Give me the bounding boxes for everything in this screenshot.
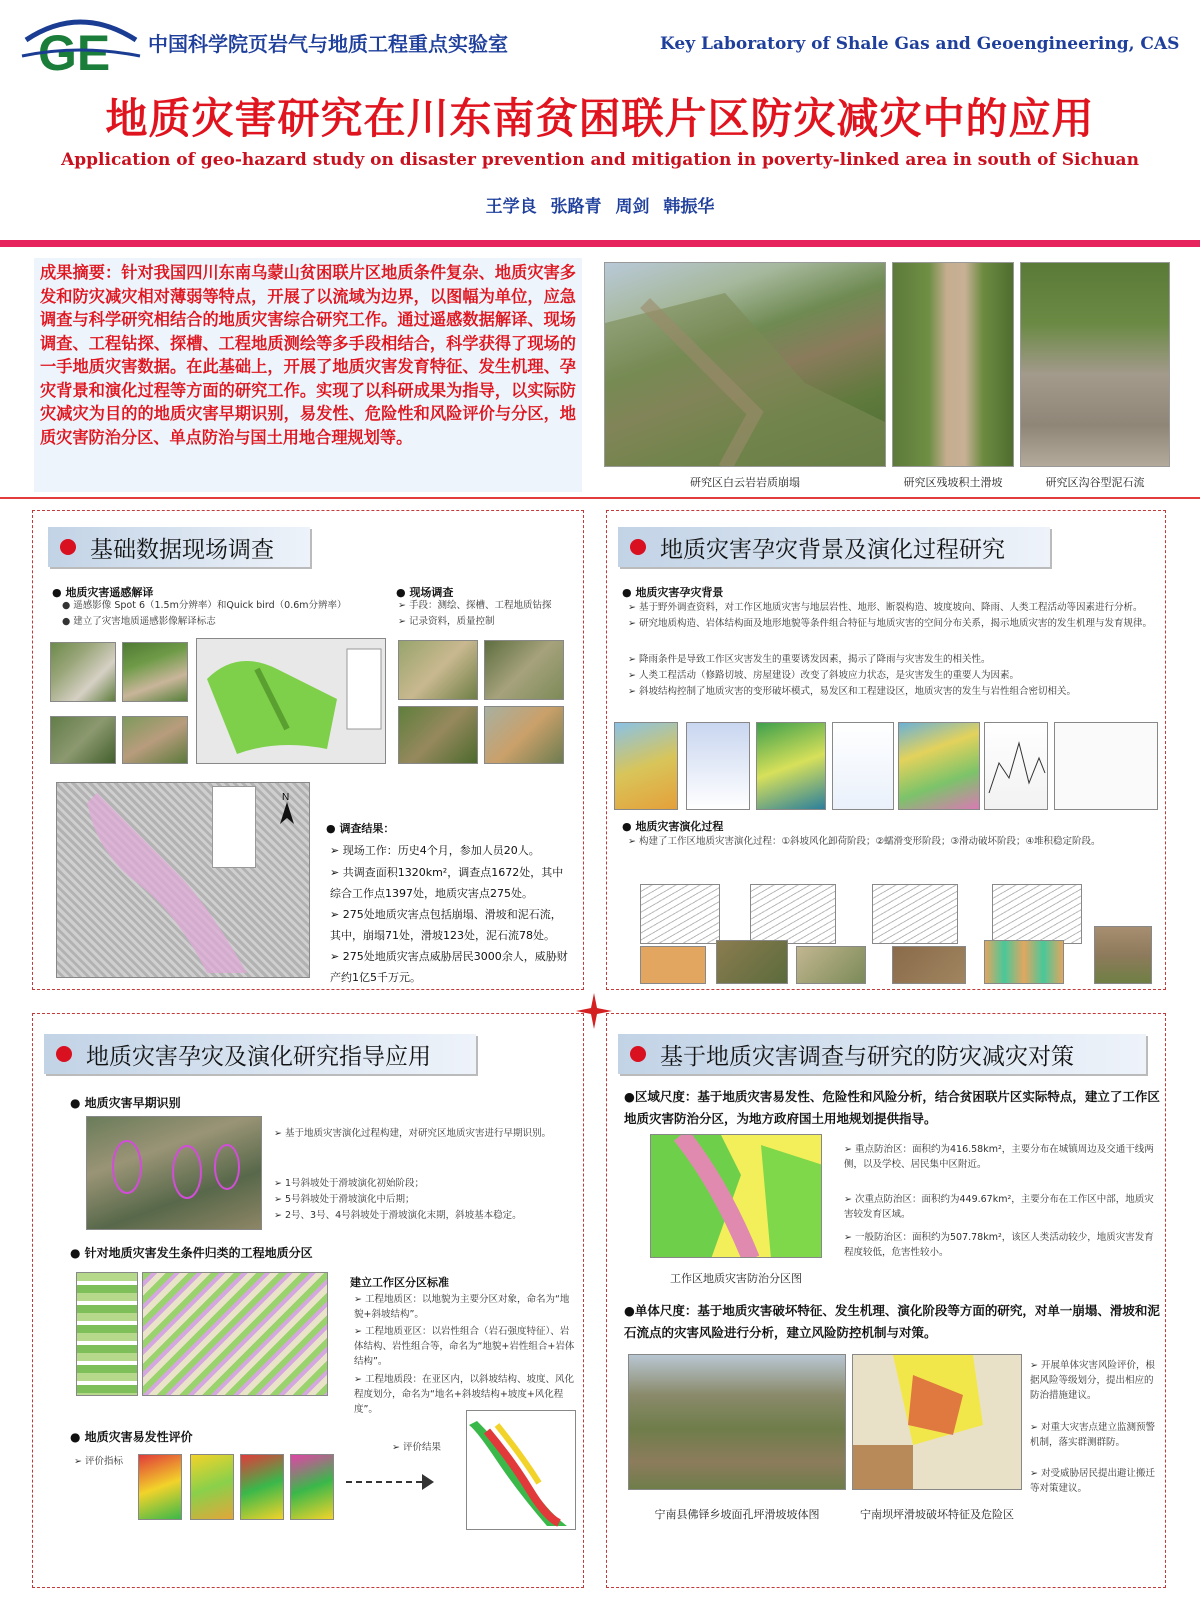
evolution-photo-6 [1094, 926, 1152, 984]
poster-title-cn: 地质灾害研究在川东南贫困联片区防灾减灾中的应用 [105, 94, 1095, 143]
bg-line-2: ➢ 研究地质构造、岩体结构面及地形地貌等条件组合特征与地质灾害的空间分布关系，揭示地质灾害的发生机理与发育规律。 [628, 618, 1152, 629]
regional-line-1: ➢ 重点防治区：面积约为416.58km²，主要分布在城镇周边及交通干线两侧，以及学校、居民集中区附近。 [844, 1144, 1154, 1170]
evolution-photo-4 [892, 946, 966, 984]
early-identification-heading: ● 地质灾害早期识别 [70, 1096, 181, 1110]
arrow-right-icon [344, 1472, 436, 1492]
evolution-stage-4 [992, 884, 1082, 944]
field-survey-heading: ● 现场调查 [396, 586, 454, 599]
landslide-hazard-map [852, 1354, 1022, 1490]
single-line-3: ➢ 对受威胁居民提出避让搬迁等对策建议。 [1030, 1468, 1155, 1494]
result-2: ➢ 共调查面积1320km²，调查点1672处，其中综合工作点1397处，地质灾害点275处。 [330, 866, 564, 900]
results-heading: ● 调查结果： [326, 822, 395, 835]
ge-logo [18, 10, 142, 74]
analysis-figure-1 [614, 722, 678, 810]
landslide-site-photo [628, 1354, 846, 1490]
evolution-photo-1 [640, 946, 706, 984]
remote-line-1: ● 遥感影像 Spot 6（1.5m分辨率）和Quick bird（0.6m分辨率） [62, 600, 347, 611]
regional-line-3: ➢ 一般防治区：面积约为507.78km²，该区人类活动较少，地质灾害发育程度较低，危害性较小。 [844, 1232, 1154, 1258]
hazard-map-caption: 宁南坝坪滑坡破坏特征及危险区 [860, 1508, 1014, 1521]
remote-image-1 [50, 642, 116, 702]
factor-map-4 [290, 1454, 334, 1520]
field-photo-2 [484, 640, 564, 700]
zone-line-3: ➢ 工程地质段：在亚区内，以斜坡结构、坡度、风化程度划分，命名为“地名+斜坡结构+坡度+风化程度”。 [354, 1374, 574, 1415]
analysis-figure-6 [984, 722, 1048, 810]
bg-line-4: ➢ 人类工程活动（修路切坡、房屋建设）改变了斜坡应力状态，是灾害发生的重要人为因素。 [628, 670, 1019, 681]
abstract: 成果摘要：针对我国四川东南乌蒙山贫困联片区地质条件复杂、地质灾害多发和防灾减灾相对薄弱等特点，开展了以流域为边界，以图幅为单位，应急调查与科学研究相结合的地质灾害综合研究工作。通过遥感数据解译、现场调查、工程钻探、探槽、工程地质测绘等多手段相结合，科学获得了现场的一手地质灾害数据。在此基础上，开展了地质灾害发育特征、发生机理、孕灾背景和演化过程等方面的研究工作。实现了以科研成果为指导，以实际防灾减灾为目的的地质灾害早期识别，易发性、危险性和风险评价与分区，地质灾害防治分区、单点防治与国土用地合理规划等。 [34, 258, 582, 492]
evolution-stage-2 [750, 884, 836, 944]
regional-line-2: ➢ 次重点防治区：面积约为449.67km²，主要分布在工作区中部，地质灾害较发育区域。 [844, 1194, 1154, 1220]
remote-image-2 [122, 642, 188, 702]
evolution-stage-3 [872, 884, 958, 944]
bullet-icon [56, 1046, 72, 1062]
result-4: ➢ 275处地质灾害点威胁居民3000余人，威胁财产约1亿5千万元。 [330, 950, 568, 984]
caption-debris-flow: 研究区沟谷型泥石流 [1045, 476, 1145, 489]
bullet-icon [630, 539, 646, 555]
bg-line-5: ➢ 斜坡结构控制了地质灾害的变形破坏模式，易发区和工程建设区，地质灾害的发生与岩性组合密切相关。 [628, 686, 1076, 697]
caption-rockfall: 研究区白云岩岩质崩塌 [690, 476, 800, 489]
zone-line-2: ➢ 工程地质亚区：以岩性组合（岩石强度特征）、岩体结构、岩性组合等，命名为“地貌+岩性组合+岩体结构”。 [354, 1326, 575, 1367]
survey-area-map [56, 782, 310, 978]
analysis-figure-7 [1054, 722, 1158, 810]
background-heading: ● 地质灾害孕灾背景 [622, 586, 724, 599]
field-line-1: ➢ 手段：测绘、探槽、工程地质钻探 [398, 600, 552, 611]
field-photo-4 [484, 706, 564, 764]
result-3: ➢ 275处地质灾害点包括崩塌、滑坡和泥石流，其中，崩塌71处，滑坡123处，泥石流78处。 [330, 908, 562, 942]
lab-name-en: Key Laboratory of Shale Gas and Geoengineering, CAS [660, 34, 1180, 54]
single-line-2: ➢ 对重大灾害点建立监测预警机制，落实群测群防。 [1030, 1422, 1155, 1448]
analysis-figure-3 [756, 722, 826, 810]
bg-line-1: ➢ 基于野外调查资料，对工作区地质灾害与地层岩性、地形、断裂构造、坡度坡向、降雨、人类工程活动等因素进行分析。 [628, 602, 1143, 613]
result-1: ➢ 现场工作：历史4个月，参加人员20人。 [330, 844, 540, 857]
remote-image-3 [50, 716, 116, 764]
panel-field-survey-title: 基础数据现场调查 [48, 527, 310, 567]
zoning-map-caption: 工作区地质灾害防治分区图 [670, 1272, 802, 1285]
north-arrow-icon [276, 790, 298, 826]
evolution-text: ➢ 构建了工作区地质灾害演化过程：①斜坡风化卸荷阶段；②蠕滑变形阶段；③滑动破坏阶段；④堆积稳定阶段。 [628, 836, 1101, 847]
poster-title-en: Application of geo-hazard study on disaster prevention and mitigation in poverty-linked area in south of Sichuan [61, 150, 1139, 170]
susceptibility-factors-label: ➢ 评价指标 [74, 1456, 123, 1467]
evolution-heading: ● 地质灾害演化过程 [622, 820, 724, 833]
bullet-icon [60, 539, 76, 555]
panel-countermeasures-title: 基于地质灾害调查与研究的防灾减灾对策 [618, 1034, 1146, 1074]
early-line-4: ➢ 2号、3号、4号斜坡处于滑坡演化末期，斜坡基本稳定。 [274, 1210, 522, 1221]
photo-debris-flow [1020, 262, 1170, 467]
zone-line-1: ➢ 工程地质区：以地貌为主要分区对象，命名为“地貌+斜坡结构”。 [354, 1294, 570, 1320]
caption-landslide: 研究区残坡积土滑坡 [903, 476, 1003, 489]
susceptibility-result-label: ➢ 评价结果 [392, 1442, 441, 1453]
analysis-figure-2 [686, 722, 750, 810]
field-line-2: ➢ 记录资料，质量控制 [398, 616, 495, 627]
analysis-figure-4 [832, 722, 894, 810]
factor-map-3 [240, 1454, 284, 1520]
zoning-map [142, 1272, 328, 1396]
analysis-figure-5 [898, 722, 980, 810]
remote-line-2: ● 建立了灾害地质遥感影像解译标志 [62, 616, 216, 627]
remote-sensing-heading: ● 地质灾害遥感解译 [52, 586, 154, 599]
bg-line-3: ➢ 降雨条件是导致工作区灾害发生的重要诱发因素，揭示了降雨与灾害发生的相关性。 [628, 654, 991, 665]
bullet-icon [630, 1046, 646, 1062]
early-line-2: ➢ 1号斜坡处于滑坡演化初始阶段； [274, 1178, 425, 1189]
zoning-stratigraphy-figure [76, 1272, 138, 1396]
susceptibility-heading: ● 地质灾害易发性评价 [70, 1430, 193, 1444]
authors: 王学良 张路青 周剑 韩振华 [485, 197, 715, 217]
lab-name-cn: 中国科学院页岩气与地质工程重点实验室 [148, 32, 508, 56]
field-photo-1 [398, 640, 478, 700]
panel-hazard-background-title: 地质灾害孕灾背景及演化过程研究 [618, 527, 1050, 567]
field-photo-3 [398, 706, 478, 764]
header-divider [0, 240, 1200, 247]
factor-map-2 [190, 1454, 234, 1520]
early-identification-image [86, 1116, 262, 1230]
evolution-stage-1 [640, 884, 720, 944]
single-scale-text: ●单体尺度：基于地质灾害破坏特征、发生机理、演化阶段等方面的研究，对单一崩塌、滑坡和泥石流点的灾害风险进行分析，建立风险防控机制与对策。 [624, 1303, 1160, 1340]
panel-application-title: 地质灾害孕灾及演化研究指导应用 [44, 1034, 476, 1074]
interpretation-map [196, 638, 386, 764]
susceptibility-result-map [466, 1410, 576, 1530]
photo-rockfall [604, 262, 886, 467]
logo-text: GE [38, 25, 111, 74]
svg-text:N: N [282, 792, 290, 803]
remote-image-4 [122, 716, 188, 764]
section-divider [0, 497, 1200, 499]
evolution-photo-2 [716, 940, 788, 984]
zoning-heading: ● 针对地质灾害发生条件归类的工程地质分区 [70, 1246, 313, 1260]
factor-map-1 [138, 1454, 182, 1520]
evolution-photo-3 [796, 946, 866, 984]
map-legend [212, 786, 256, 868]
photo-landslide [892, 262, 1014, 467]
prevention-zoning-map [650, 1134, 822, 1258]
early-line-1: ➢ 基于地质灾害演化过程构建，对研究区地质灾害进行早期识别。 [274, 1128, 551, 1139]
regional-scale-text: ●区域尺度：基于地质灾害易发性、危险性和风险分析，结合贫困联片区实际特点，建立了工作区地质灾害防治分区，为地方政府国土用地规划提供指导。 [624, 1089, 1160, 1126]
evolution-photo-5 [984, 940, 1064, 984]
single-line-1: ➢ 开展单体灾害风险评价，根据风险等级划分，提出相应的防治措施建议。 [1030, 1360, 1155, 1401]
zoning-standard-heading: 建立工作区分区标准 [350, 1276, 449, 1289]
early-line-3: ➢ 5号斜坡处于滑坡演化中后期； [274, 1194, 415, 1205]
landslide-photo-caption: 宁南县佛铎乡坡面孔坪滑坡坡体图 [654, 1508, 820, 1521]
